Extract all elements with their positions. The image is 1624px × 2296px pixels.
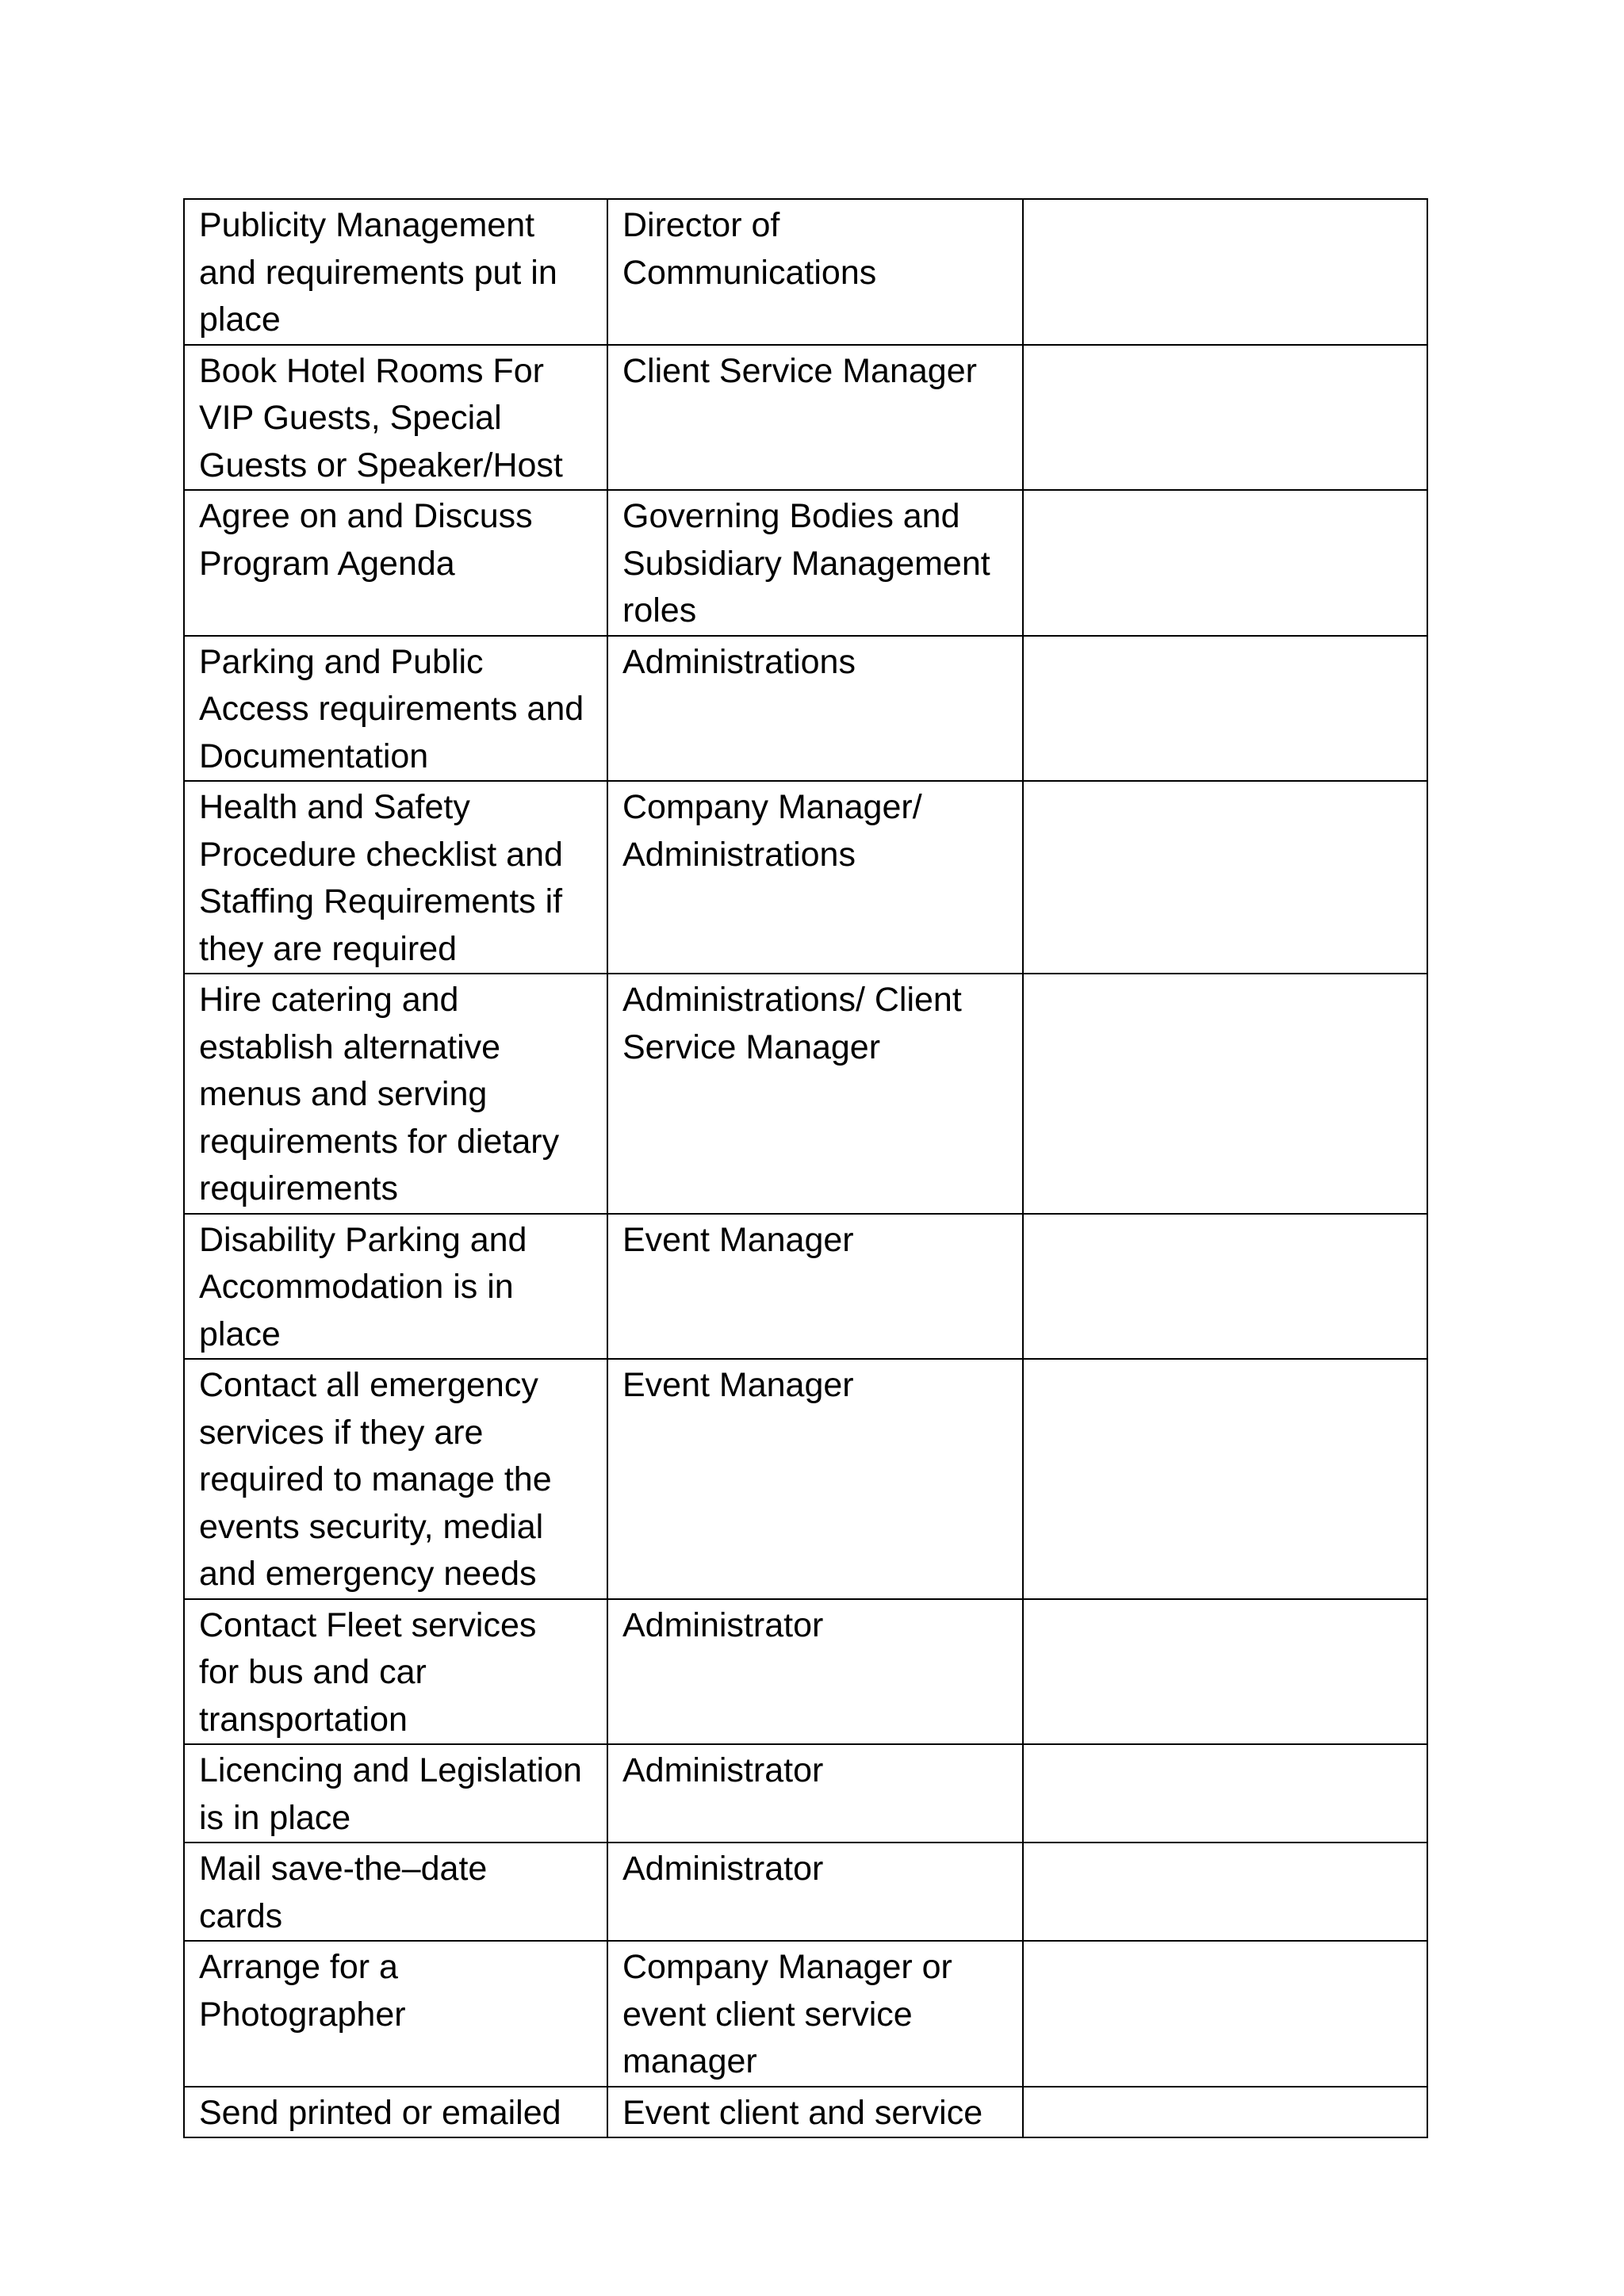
task-text: Hire catering and bbox=[199, 981, 459, 1019]
responsible-cell bbox=[607, 1744, 1023, 1843]
responsible-cell bbox=[607, 345, 1023, 491]
notes-cell bbox=[1023, 199, 1427, 345]
responsible-text: manager bbox=[622, 2042, 757, 2080]
notes-cell bbox=[1023, 1843, 1427, 1941]
responsible-text: Event client and service bbox=[622, 2093, 983, 2132]
task-text: VIP Guests, Special bbox=[199, 399, 502, 437]
task-text: and requirements put in bbox=[199, 253, 557, 292]
task-text: and emergency needs bbox=[199, 1555, 537, 1593]
notes-cell bbox=[1023, 781, 1427, 974]
responsible-text: Client Service Manager bbox=[622, 351, 977, 390]
responsible-text: Administrations bbox=[622, 642, 856, 681]
task-text: services if they are bbox=[199, 1413, 484, 1452]
responsible-text: Administrator bbox=[622, 1605, 824, 1644]
task-cell bbox=[184, 1941, 607, 2087]
responsible-text: Governing Bodies and bbox=[622, 497, 960, 535]
task-cell bbox=[184, 1843, 607, 1941]
task-cell bbox=[184, 1214, 607, 1360]
responsible-text: Director of bbox=[622, 206, 780, 244]
task-text: for bus and car bbox=[199, 1653, 427, 1691]
task-text: Disability Parking and bbox=[199, 1220, 527, 1259]
responsible-cell bbox=[607, 490, 1023, 636]
responsible-cell bbox=[607, 1599, 1023, 1745]
task-cell bbox=[184, 636, 607, 782]
notes-cell bbox=[1023, 2087, 1427, 2138]
task-text: Parking and Public bbox=[199, 642, 484, 681]
responsible-cell bbox=[607, 781, 1023, 974]
table-row bbox=[184, 1214, 1427, 1360]
task-text: Send printed or emailed bbox=[199, 2093, 561, 2132]
responsible-text: Company Manager or bbox=[622, 1948, 952, 1986]
table-row bbox=[184, 636, 1427, 782]
responsible-text: Administrator bbox=[622, 1751, 824, 1789]
task-text: is in place bbox=[199, 1798, 351, 1837]
table-row bbox=[184, 2087, 1427, 2138]
responsible-text: Service Manager bbox=[622, 1027, 881, 1066]
notes-cell bbox=[1023, 1599, 1427, 1745]
task-text: Agree on and Discuss bbox=[199, 497, 533, 535]
notes-cell bbox=[1023, 1941, 1427, 2087]
responsible-text: Company Manager/ bbox=[622, 788, 922, 826]
task-text: Licencing and Legislation bbox=[199, 1751, 582, 1789]
task-text: Health and Safety bbox=[199, 788, 470, 826]
table-row bbox=[184, 1843, 1427, 1941]
responsible-text: event client service bbox=[622, 1995, 913, 2034]
task-text: events security, medial bbox=[199, 1507, 544, 1546]
task-text: requirements for dietary bbox=[199, 1122, 560, 1161]
table-row bbox=[184, 1359, 1427, 1599]
task-text: Accommodation is in bbox=[199, 1268, 514, 1306]
task-cell bbox=[184, 1359, 607, 1599]
responsible-text: Subsidiary Management bbox=[622, 544, 990, 583]
task-text: Contact all emergency bbox=[199, 1366, 538, 1404]
task-text: Access requirements and bbox=[199, 690, 584, 728]
task-text: requirements bbox=[199, 1169, 398, 1207]
task-cell bbox=[184, 1599, 607, 1745]
table-row bbox=[184, 781, 1427, 974]
task-cell bbox=[184, 2087, 607, 2138]
task-cell bbox=[184, 490, 607, 636]
task-text: Book Hotel Rooms For bbox=[199, 351, 544, 390]
responsible-text: Administrator bbox=[622, 1850, 824, 1888]
task-text: Photographer bbox=[199, 1995, 406, 2034]
task-cell bbox=[184, 974, 607, 1214]
notes-cell bbox=[1023, 490, 1427, 636]
task-text: Arrange for a bbox=[199, 1948, 398, 1986]
task-text: place bbox=[199, 300, 281, 339]
task-text: Documentation bbox=[199, 737, 429, 775]
task-text: Guests or Speaker/Host bbox=[199, 446, 563, 484]
responsible-text: roles bbox=[622, 591, 697, 629]
task-cell bbox=[184, 1744, 607, 1843]
responsible-cell bbox=[607, 1843, 1023, 1941]
responsible-cell bbox=[607, 1359, 1023, 1599]
table-row bbox=[184, 1599, 1427, 1745]
table-row bbox=[184, 974, 1427, 1214]
task-text: transportation bbox=[199, 1700, 408, 1739]
task-text: they are required bbox=[199, 929, 458, 968]
notes-cell bbox=[1023, 1744, 1427, 1843]
responsible-text: Event Manager bbox=[622, 1220, 854, 1259]
responsible-text: Event Manager bbox=[622, 1366, 854, 1404]
notes-cell bbox=[1023, 636, 1427, 782]
table-row bbox=[184, 1744, 1427, 1843]
notes-cell bbox=[1023, 1359, 1427, 1599]
notes-cell bbox=[1023, 974, 1427, 1214]
table-row bbox=[184, 345, 1427, 491]
responsible-cell bbox=[607, 636, 1023, 782]
responsible-cell bbox=[607, 1941, 1023, 2087]
task-text: Publicity Management bbox=[199, 206, 535, 244]
event-checklist-table bbox=[183, 198, 1428, 2138]
responsible-cell bbox=[607, 2087, 1023, 2138]
responsible-text: Administrations bbox=[622, 835, 856, 874]
task-text: Contact Fleet services bbox=[199, 1605, 537, 1644]
responsible-cell bbox=[607, 974, 1023, 1214]
responsible-text: Administrations/ Client bbox=[622, 981, 962, 1019]
task-cell bbox=[184, 345, 607, 491]
task-text: cards bbox=[199, 1896, 283, 1935]
task-text: Mail save-the–date bbox=[199, 1850, 488, 1888]
task-text: Staffing Requirements if bbox=[199, 882, 563, 920]
responsible-cell bbox=[607, 1214, 1023, 1360]
table-row bbox=[184, 199, 1427, 345]
task-cell bbox=[184, 199, 607, 345]
task-text: place bbox=[199, 1314, 281, 1353]
notes-cell bbox=[1023, 345, 1427, 491]
notes-cell bbox=[1023, 1214, 1427, 1360]
responsible-text: Communications bbox=[622, 253, 877, 292]
task-cell bbox=[184, 781, 607, 974]
task-text: required to manage the bbox=[199, 1460, 552, 1498]
table-row bbox=[184, 1941, 1427, 2087]
task-text: menus and serving bbox=[199, 1075, 488, 1113]
responsible-cell bbox=[607, 199, 1023, 345]
table-body bbox=[184, 199, 1427, 2137]
table-row bbox=[184, 490, 1427, 636]
task-text: Procedure checklist and bbox=[199, 835, 563, 874]
task-text: establish alternative bbox=[199, 1027, 501, 1066]
task-text: Program Agenda bbox=[199, 544, 455, 583]
